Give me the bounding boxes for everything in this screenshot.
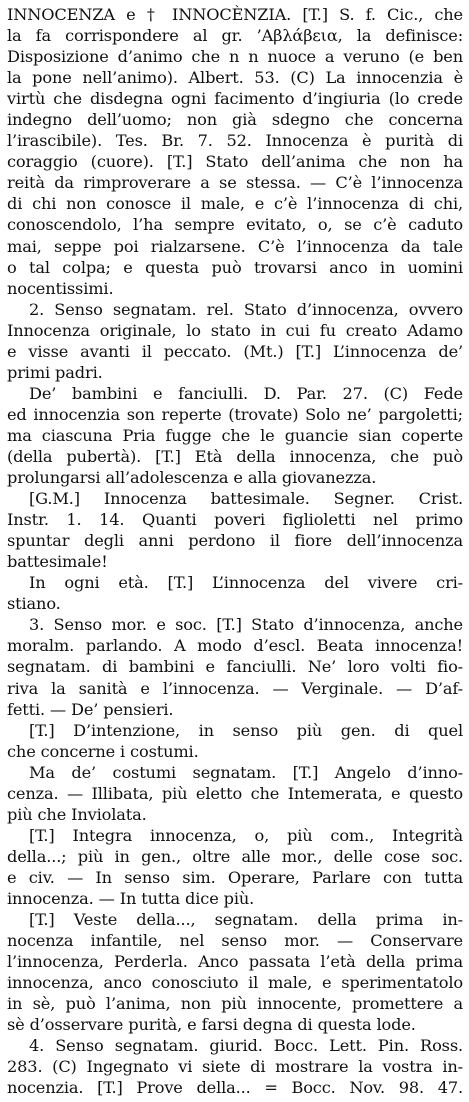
text-line: De’ bambini e fanciulli. D. Par. 27. (C) Fede xyxy=(29,383,463,403)
text-line: reità da rimproverare a se stessa. — C’è l’innocenza xyxy=(7,173,463,193)
text-line: l’innocenza, Perderla. Anco passata l’età della prima xyxy=(7,952,463,972)
text-line: di chi non conosce il male, e c’è l’innocenza di chi, xyxy=(7,194,463,214)
text-line: la fa corrispondere al gr. ’Αβλάβεια, la definisce: xyxy=(7,26,463,46)
text-line: della...; più in gen., oltre alle mor., delle cose soc. xyxy=(7,846,463,866)
text-line: prolungarsi all’adolescenza e alla giovanezza. xyxy=(7,468,377,488)
text-line: [T.] Veste della..., segnatam. della prima in- xyxy=(29,910,463,930)
text-line: indegno dell’uomo; non già sdegno che concerna xyxy=(7,110,463,130)
text-line: e visse avanti il peccato. (Mt.) [T.] L’innocenza de’ xyxy=(7,341,463,361)
text-line: Innocenza originale, lo stato in cui fu creato Adamo xyxy=(7,320,463,340)
text-line: (della pubertà). [T.] Età della innocenza, che può xyxy=(7,446,463,466)
text-line: riva la sanità e l’innocenza. — Verginale. — D’af- xyxy=(7,678,463,698)
text-line: più che Inviolata. xyxy=(7,804,147,824)
text-line: che concerne i costumi. xyxy=(7,741,199,761)
text-line: battesimale! xyxy=(7,552,108,572)
text-line: [T.] D’intenzione, in senso più gen. di quel xyxy=(29,720,463,740)
text-line: 3. Senso mor. e soc. [T.] Stato d’innocenza, anche xyxy=(29,615,463,635)
text-line: mai, seppe poi rialzarsene. C’è l’innocenza da tale xyxy=(7,236,463,256)
text-line: primi padri. xyxy=(7,362,103,382)
text-line: nocenza infantile, nel senso mor. — Conservare xyxy=(7,931,463,951)
text-line: In ogni età. [T.] L’innocenza del vivere cri- xyxy=(29,573,463,593)
text-line: [T.] Integra innocenza, o, più com., Integrità xyxy=(29,825,463,845)
text-line: Instr. 1. 14. Quanti poveri figlioletti nel primo xyxy=(7,510,463,530)
text-line: Ma de’ costumi segnatam. [T.] Angelo d’inno- xyxy=(29,762,463,782)
text-line: cenza. — Illibata, più eletto che Intemerata, e questo xyxy=(7,783,463,803)
text-line: moralm. parlando. A modo d’escl. Beata innocenza! xyxy=(7,636,463,656)
text-line: in sè, può l’anima, non più innocente, promettere a xyxy=(7,994,463,1014)
text-line: innocenza, anco conosciuto il male, e sperimentatolo xyxy=(7,973,463,993)
text-line: o tal colpa; e questa può trovarsi anco in uomini xyxy=(7,257,463,277)
text-line: 2. Senso segnatam. rel. Stato d’innocenza, ovvero xyxy=(29,299,463,319)
text-line: 283. (C) Ingegnato vi siete di mostrare la vostra in- xyxy=(7,1057,463,1077)
text-line: [G.M.] Innocenza battesimale. Segner. Crist. xyxy=(29,489,463,509)
text-line: innocenza. — In tutta dice più. xyxy=(7,888,255,908)
text-line: l’irascibile). Tes. Br. 7. 52. Innocenza è purità di xyxy=(7,131,463,151)
text-line: Disposizione d’animo che n n nuoce a veruno (e ben xyxy=(7,47,463,67)
text-line: stiano. xyxy=(7,594,61,614)
text-line: nocentissimi. xyxy=(7,278,114,298)
text-line: INNOCENZA e † INNOCÈNZIA. [T.] S. f. Cic., che xyxy=(7,5,463,24)
text-line: ma ciascuna Pria fugge che le guancie sian coperte xyxy=(7,425,463,445)
text-line: sè d’osservare purità, e farsi degna di questa lode. xyxy=(7,1015,416,1035)
text-line: virtù che disdegna ogni facimento d’ingiuria (lo crede xyxy=(7,89,463,109)
text-line: 4. Senso segnatam. giurid. Bocc. Lett. Pin. Ross. xyxy=(29,1036,463,1056)
text-line: e civ. — In senso sim. Operare, Parlare con tutta xyxy=(7,867,463,887)
text-line: conoscendolo, l’ha sempre evitato, o, se c’è caduto xyxy=(7,215,463,235)
text-line: segnatam. di bambini e fanciulli. Ne’ loro volti fio- xyxy=(7,657,463,677)
text-line: ed innocenzia son reperte (trovate) Solo ne’ pargoletti; xyxy=(7,404,463,424)
text-line: coraggio (cuore). [T.] Stato dell’anima che non ha xyxy=(7,152,463,172)
text-line: nocenzia. [T.] Prove della... = Bocc. Nov. 98. 47. xyxy=(7,1078,463,1098)
text-line: fetti. — De’ pensieri. xyxy=(7,699,174,719)
text-line: spuntar degli anni perdono il fiore dell’innocenza xyxy=(7,531,463,551)
text-line: la pone nell’animo). Albert. 53. (C) La innocenzia è xyxy=(7,68,463,88)
